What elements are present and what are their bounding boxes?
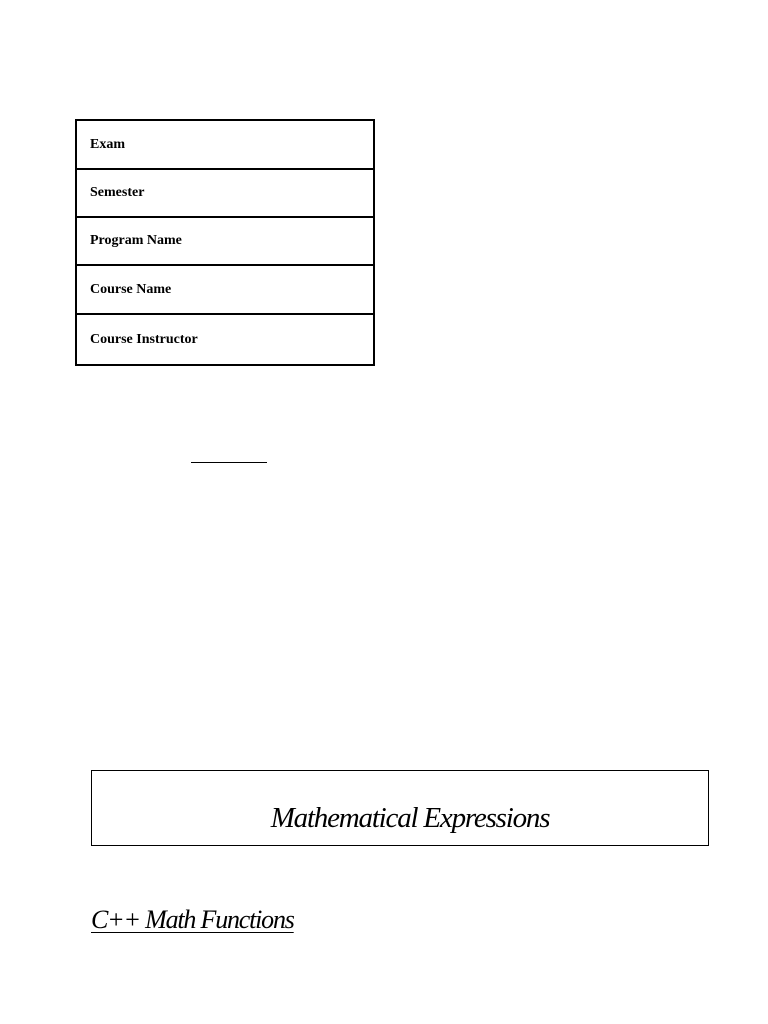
exam-info-table [75, 119, 375, 366]
semester-row [76, 169, 374, 217]
horizontal-rule [191, 462, 267, 463]
course-name-label: Course Name [76, 265, 374, 314]
course-name-row [76, 265, 374, 314]
course-instructor-row [76, 314, 374, 365]
program-name-row [76, 217, 374, 265]
title-box [91, 770, 709, 846]
semester-label: Semester [76, 169, 374, 217]
exam-row [76, 120, 374, 169]
exam-label: Exam [76, 120, 374, 169]
course-instructor-label: Course Instructor [76, 314, 374, 365]
program-name-label: Program Name [76, 217, 374, 265]
section-heading: C++ Math Functions [91, 905, 294, 934]
document-title: Mathematical Expressions [270, 802, 550, 834]
